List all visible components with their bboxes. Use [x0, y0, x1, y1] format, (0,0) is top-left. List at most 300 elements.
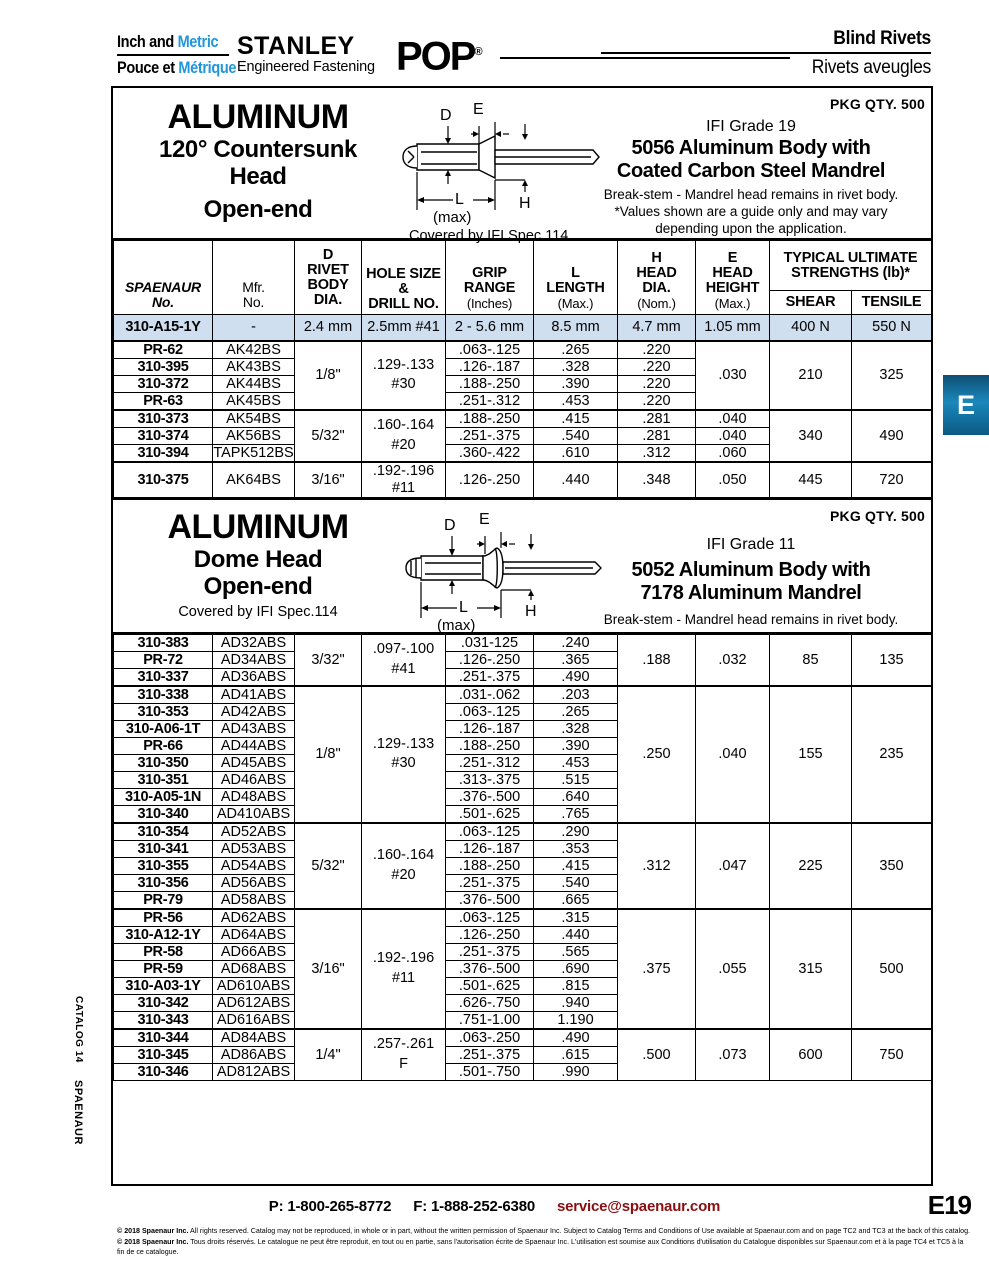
hole-l2: #20 [391, 866, 416, 883]
cell-hole-size [362, 341, 446, 410]
cell-length: .515 [534, 771, 618, 788]
material-desc-line2: 7178 Aluminum Mandrel [640, 581, 862, 604]
banner-left-dome [119, 508, 397, 621]
hole-stack [362, 416, 445, 455]
cell-mfr: AD52ABS [213, 823, 295, 841]
page-number: E19 [927, 1190, 971, 1220]
cell-mfr: TAPK512BS [213, 444, 294, 461]
footer-email[interactable]: service@spaenaur.com [556, 1198, 721, 1215]
inch-label: Inch and [117, 33, 178, 51]
product-subtitle-3: Open-end [203, 196, 313, 223]
hole-l1: .129-.133 [372, 735, 435, 752]
cell-length: .940 [534, 994, 618, 1011]
cell-grip-range: .188-.250 [446, 737, 534, 754]
cell-tensile: 750 [852, 1029, 932, 1081]
cell-grip-range: .063-.125 [446, 341, 534, 359]
values-note-line2: depending upon the application. [655, 221, 847, 236]
cell-head-dia: .220 [618, 392, 696, 410]
cell-grip-range: .126-.250 [446, 462, 534, 498]
col-spaenaur-l2: No. [152, 294, 174, 310]
cell-mfr: AK43BS [213, 358, 295, 375]
cell-spaenaur: 310-A03-1Y [114, 977, 213, 994]
col-d-l2: BODY [307, 276, 349, 293]
footer-phone[interactable]: P: 1-800-265-8772 [268, 1198, 392, 1215]
table-row[interactable] [114, 341, 932, 359]
cell-head-dia: .220 [618, 375, 696, 392]
cell-length: .365 [534, 651, 618, 668]
cell-head-dia: 4.7 mm [618, 315, 696, 341]
cell-mfr: AK54BS [213, 410, 295, 428]
legal-fr-body: Tous droits réservés. Le catalogue ne peut être reproduit, en tout ou en partie, sans l'autorisation écrite de Spaenaur Inc. L'utilisation est soumise aux Conditions d'utilisation du Catalogue disponibles sur Spaenaur.com et à la page TC4 et TC5 à la fin de ce catalogue. [117, 1237, 964, 1256]
cell-length: .265 [534, 703, 618, 720]
cell-length: .540 [534, 427, 618, 444]
cell-length: .490 [534, 1029, 618, 1047]
cell-tensile: 235 [852, 686, 932, 823]
cell-length: .315 [534, 909, 618, 927]
cell-spaenaur: 310-341 [114, 840, 213, 857]
diagram-label-l: L [459, 598, 468, 616]
cell-spaenaur: 310-353 [114, 703, 213, 720]
cell-length: .240 [534, 634, 618, 651]
diagram-label-e: E [479, 510, 490, 528]
cell-mfr: AD46ABS [213, 771, 295, 788]
legal-text [117, 1226, 972, 1258]
col-mfr-l1: Mfr. [242, 279, 265, 295]
cell-tensile: 325 [852, 341, 932, 410]
table-row[interactable] [114, 634, 932, 651]
cell-hole-size [362, 823, 446, 909]
cell-head-dia: .281 [618, 427, 696, 444]
col-header-strengths [770, 241, 932, 291]
package-quantity: PKG QTY. 500 [830, 96, 925, 112]
cell-grip-range: .501-.750 [446, 1063, 534, 1080]
cell-mfr: AD62ABS [213, 909, 295, 927]
cell-mfr: AD812ABS [213, 1063, 295, 1080]
hole-stack [362, 463, 445, 497]
hole-stack [362, 356, 445, 395]
cell-mfr: AD48ABS [213, 788, 295, 805]
col-header-head-height [696, 241, 770, 315]
cell-tensile: 550 N [852, 315, 932, 341]
cell-length: .415 [534, 857, 618, 874]
cell-head-dia: .220 [618, 358, 696, 375]
diagram-label-h: H [525, 602, 537, 620]
col-header-tensile: TENSILE [852, 291, 932, 315]
cell-length: .453 [534, 754, 618, 771]
col-e-l1: HEAD [712, 265, 753, 281]
cell-grip-range: .376-.500 [446, 891, 534, 909]
cell-length: .453 [534, 392, 618, 410]
footer-contact-inner [260, 1198, 729, 1215]
cell-head-height: .055 [696, 909, 770, 1029]
hole-l1: .160-.164 [372, 847, 435, 863]
cell-length: .353 [534, 840, 618, 857]
cell-head-height: .032 [696, 634, 770, 686]
col-grip-unit: (Inches) [466, 296, 513, 311]
stanley-tagline: Engineered Fastening [237, 59, 375, 75]
cell-spaenaur: 310-340 [114, 805, 213, 823]
cell-spaenaur: PR-58 [114, 943, 213, 960]
hole-l2: #11 [391, 479, 416, 496]
hole-l1: .257-.261 [372, 1036, 435, 1052]
page-title-block [601, 28, 931, 79]
cell-mfr: AD54ABS [213, 857, 295, 874]
cell-shear: 210 [770, 341, 852, 410]
col-h-l2: DIA. [642, 280, 671, 296]
ifi-grade: IFI Grade 19 [706, 118, 796, 135]
hole-l2: #11 [391, 969, 416, 986]
cell-grip-range: .751-1.00 [446, 1011, 534, 1029]
stanley-wordmark: STANLEY [237, 32, 355, 60]
diagram-label-d: D [440, 107, 452, 124]
cell-length: .440 [534, 926, 618, 943]
table-row-metric[interactable] [114, 315, 932, 341]
cell-hole-size [362, 1029, 446, 1081]
content-frame [111, 86, 933, 1186]
cell-length: .615 [534, 1046, 618, 1063]
banner-left-countersunk [119, 98, 397, 223]
cell-length: 8.5 mm [534, 315, 618, 341]
cell-rivet-dia: 5/32" [295, 823, 362, 909]
cell-spaenaur: PR-59 [114, 960, 213, 977]
cell-head-height: .040 [696, 427, 770, 444]
cell-grip-range: .251-.375 [446, 874, 534, 891]
cell-mfr: AD41ABS [213, 686, 295, 704]
table-row[interactable] [114, 686, 932, 704]
cell-length: 1.190 [534, 1011, 618, 1029]
cell-mfr: AD610ABS [213, 977, 295, 994]
cell-tensile: 490 [852, 410, 932, 462]
col-grip-l1: GRIP [472, 265, 507, 281]
table-body-dome [114, 634, 932, 1080]
cell-spaenaur: 310-355 [114, 857, 213, 874]
pop-wordmark: POP [396, 34, 475, 79]
diagram-label-e: E [473, 101, 484, 118]
cell-spaenaur: 310-356 [114, 874, 213, 891]
cell-grip-range: .126-.187 [446, 720, 534, 737]
cell-grip-range: .376-.500 [446, 960, 534, 977]
cell-hole-size: 2.5mm #41 [362, 315, 446, 341]
legal-en-body: All rights reserved. Catalog may not be reproduced, in whole or in part, without the written permission of Spaenaur Inc. Subject to Catalog Terms and Conditions of Use available at Spaenaur.com and on page TC2 and TC3 at the back of this catalog. [188, 1227, 971, 1235]
product-subtitle-1: 120° Countersunk [159, 136, 357, 163]
cell-spaenaur: 310-A05-1N [114, 788, 213, 805]
table-row[interactable] [114, 462, 932, 498]
cell-grip-range: 2 - 5.6 mm [446, 315, 534, 341]
cell-mfr: AD43ABS [213, 720, 295, 737]
cell-shear: 315 [770, 909, 852, 1029]
cell-tensile: 720 [852, 462, 932, 498]
product-banner-dome [113, 498, 931, 634]
col-header-rivet-dia [295, 241, 362, 315]
cell-tensile: 350 [852, 823, 932, 909]
cell-head-height: .030 [696, 341, 770, 410]
pop-logo [396, 32, 483, 79]
table-row[interactable] [114, 410, 932, 428]
cell-mfr: AK56BS [213, 427, 295, 444]
cell-shear: 445 [770, 462, 852, 498]
table-row[interactable] [114, 823, 932, 841]
hole-stack [362, 640, 445, 679]
cell-mfr: AD66ABS [213, 943, 295, 960]
hole-l2: F [399, 1055, 408, 1072]
cell-rivet-dia: 2.4 mm [295, 315, 362, 341]
cell-length: .640 [534, 788, 618, 805]
cell-length: .415 [534, 410, 618, 428]
cell-grip-range: .251-.312 [446, 392, 534, 410]
cell-spaenaur: PR-66 [114, 737, 213, 754]
col-header-head-dia [618, 241, 696, 315]
col-d-letter: D [322, 246, 334, 263]
cell-spaenaur: 310-A15-1Y [114, 315, 213, 341]
cell-length: .610 [534, 444, 618, 462]
spec-table-countersunk [113, 240, 932, 498]
cell-grip-range: .031-.062 [446, 686, 534, 704]
cell-mfr: AD56ABS [213, 874, 295, 891]
page-header [0, 0, 989, 88]
legal-en-copyright: © 2018 Spaenaur Inc. [117, 1227, 189, 1235]
cell-shear: 85 [770, 634, 852, 686]
cell-length: .390 [534, 737, 618, 754]
cell-mfr: AD68ABS [213, 960, 295, 977]
cell-length: .265 [534, 341, 618, 359]
product-subtitle-1: Dome Head [193, 545, 323, 573]
cell-shear: 225 [770, 823, 852, 909]
cell-rivet-dia: 3/32" [295, 634, 362, 686]
hole-l2: #20 [391, 436, 416, 453]
cell-spaenaur: 310-A06-1T [114, 720, 213, 737]
cell-head-dia: .348 [618, 462, 696, 498]
cell-mfr: AD58ABS [213, 891, 295, 909]
cell-mfr: AD34ABS [213, 651, 295, 668]
cell-spaenaur: 310-394 [114, 444, 213, 462]
cell-grip-range: .188-.250 [446, 410, 534, 428]
cell-spaenaur: 310-343 [114, 1011, 213, 1029]
title-divider [601, 52, 931, 54]
cell-grip-range: .126-.250 [446, 651, 534, 668]
cell-rivet-dia: 1/8" [295, 686, 362, 823]
cell-spaenaur: 310-337 [114, 668, 213, 686]
cell-mfr: AD44ABS [213, 737, 295, 754]
col-header-spaenaur [114, 241, 213, 315]
col-l-unit: (Max.) [557, 296, 594, 311]
cell-spaenaur: 310-345 [114, 1046, 213, 1063]
col-strengths-l1: TYPICAL ULTIMATE [783, 249, 918, 266]
hole-stack [362, 949, 445, 988]
cell-tensile: 135 [852, 634, 932, 686]
col-hole-l2: & [398, 281, 409, 297]
cell-head-height: .040 [696, 410, 770, 428]
cell-mfr: AD64ABS [213, 926, 295, 943]
hole-l2: #30 [391, 376, 416, 392]
ifi-spec-note: Covered by IFI Spec.114 [409, 228, 569, 244]
cell-spaenaur: 310-374 [114, 427, 213, 444]
cell-spaenaur: 310-354 [114, 823, 213, 841]
cell-hole-size [362, 462, 446, 498]
cell-head-dia: .220 [618, 341, 696, 359]
cell-shear: 400 N [770, 315, 852, 341]
col-header-shear: SHEAR [770, 291, 852, 315]
table-row[interactable] [114, 1029, 932, 1047]
section-tab-e[interactable] [943, 375, 989, 435]
cell-head-dia: .250 [618, 686, 696, 823]
cell-spaenaur: PR-56 [114, 909, 213, 927]
cell-length: .440 [534, 462, 618, 498]
cell-mfr: AK45BS [213, 392, 295, 410]
cell-rivet-dia: 3/16" [295, 909, 362, 1029]
cell-length: .765 [534, 805, 618, 823]
cell-rivet-dia: 1/8" [295, 341, 362, 410]
page-title: Blind Rivets [833, 28, 931, 49]
cell-length: .328 [534, 720, 618, 737]
cell-mfr: AK64BS [213, 462, 295, 498]
cell-length: .540 [534, 874, 618, 891]
footer-contact-block [0, 1198, 989, 1216]
cell-grip-range: .501-.625 [446, 805, 534, 823]
col-l-l1: LENGTH [546, 280, 605, 296]
cell-spaenaur: 310-375 [114, 462, 213, 498]
cell-mfr: AD410ABS [213, 805, 295, 823]
cell-grip-range: .360-.422 [446, 444, 534, 462]
cell-spaenaur: PR-72 [114, 651, 213, 668]
product-banner-countersunk [113, 88, 931, 244]
pouce-label: Pouce et [117, 59, 179, 77]
col-d-l3: DIA. [313, 291, 343, 308]
cell-length: .290 [534, 823, 618, 841]
diagram-label-lmax: (max) [437, 616, 476, 632]
values-note-line1: *Values shown are a guide only and may vary [614, 204, 888, 219]
page-title-french: Rivets aveugles [811, 57, 931, 78]
sidebar-catalog-label [73, 996, 84, 1063]
cell-tensile: 500 [852, 909, 932, 1029]
package-quantity: PKG QTY. 500 [830, 507, 925, 524]
cell-grip-range: .626-.750 [446, 994, 534, 1011]
metrique-label: Métrique [178, 59, 237, 77]
cell-grip-range: .376-.500 [446, 788, 534, 805]
cell-grip-range: .031-125 [446, 634, 534, 651]
cell-rivet-dia: 1/4" [295, 1029, 362, 1081]
col-header-grip-range [446, 241, 534, 315]
hole-l1: .129-.133 [372, 356, 435, 373]
col-l-letter: L [571, 265, 580, 281]
header-divider [117, 54, 229, 56]
registered-trademark-icon: ® [474, 46, 483, 58]
cell-spaenaur: 310-344 [114, 1029, 213, 1047]
inch-metric-block [117, 32, 237, 78]
cell-hole-size [362, 410, 446, 462]
cell-grip-range: .063-.125 [446, 823, 534, 841]
break-stem-note: Break-stem - Mandrel head remains in rivet body. [603, 611, 899, 627]
col-spaenaur-l1: SPAENAUR [125, 279, 201, 295]
cell-head-dia: .281 [618, 410, 696, 428]
hole-l1: .192-.196 [372, 462, 435, 479]
section-tab-letter: E [956, 389, 975, 420]
cell-head-height: .073 [696, 1029, 770, 1081]
col-hole-l3: DRILL NO. [368, 296, 439, 312]
cell-mfr: AK42BS [213, 341, 295, 359]
product-subtitle-2: Head [229, 163, 287, 190]
inch-metric-english [117, 32, 219, 52]
hole-l1: .097-.100 [372, 641, 435, 657]
cell-head-height: 1.05 mm [696, 315, 770, 341]
inch-metric-french [117, 58, 237, 78]
cell-grip-range: .251-.375 [446, 427, 534, 444]
cell-length: .665 [534, 891, 618, 909]
material-desc-line1: 5052 Aluminum Body with [631, 558, 871, 581]
cell-rivet-dia: 3/16" [295, 462, 362, 498]
col-h-letter: H [651, 250, 662, 266]
cell-shear: 600 [770, 1029, 852, 1081]
hole-stack [362, 846, 445, 885]
cell-spaenaur: PR-63 [114, 392, 213, 410]
cell-spaenaur: 310-372 [114, 375, 213, 392]
cell-head-height: .060 [696, 444, 770, 462]
diagram-label-lmax: (max) [433, 209, 472, 226]
cell-spaenaur: 310-A12-1Y [114, 926, 213, 943]
cell-length: .815 [534, 977, 618, 994]
hole-l2: #30 [391, 755, 416, 771]
material-desc-line2: Coated Carbon Steel Mandrel [616, 160, 886, 182]
cell-length: .490 [534, 668, 618, 686]
metric-label: Metric [177, 33, 219, 51]
cell-mfr: AD616ABS [213, 1011, 295, 1029]
cell-grip-range: .188-.250 [446, 857, 534, 874]
cell-length: .328 [534, 358, 618, 375]
col-mfr-l2: No. [242, 294, 265, 310]
break-stem-note: Break-stem - Mandrel head remains in rivet body. [603, 187, 899, 202]
sidebar-catalog-text: CATALOG 14 [73, 996, 84, 1063]
hole-stack [362, 1035, 445, 1074]
cell-spaenaur: PR-62 [114, 341, 213, 359]
cell-grip-range: .251-.375 [446, 943, 534, 960]
cell-head-dia: .375 [618, 909, 696, 1029]
cell-mfr: AD45ABS [213, 754, 295, 771]
col-e-letter: E [727, 250, 738, 266]
cell-spaenaur: 310-350 [114, 754, 213, 771]
cell-grip-range: .126-.187 [446, 358, 534, 375]
cell-grip-range: .251-.312 [446, 754, 534, 771]
cell-spaenaur: 310-395 [114, 358, 213, 375]
ifi-grade: IFI Grade 11 [706, 535, 796, 553]
hole-l2: #41 [391, 660, 416, 677]
stanley-logo [237, 33, 375, 76]
cell-length: .690 [534, 960, 618, 977]
cell-head-height: .047 [696, 823, 770, 909]
cell-length: .390 [534, 375, 618, 392]
table-row[interactable] [114, 909, 932, 927]
cell-spaenaur: 310-383 [114, 634, 213, 651]
cell-hole-size [362, 909, 446, 1029]
product-subtitle-2: Open-end [203, 572, 313, 600]
cell-spaenaur: 310-342 [114, 994, 213, 1011]
diagram-label-d: D [444, 516, 456, 534]
table-header-row [114, 241, 932, 315]
col-e-unit: (Max.) [714, 296, 751, 311]
legal-fr-copyright: © 2018 Spaenaur Inc. [117, 1237, 189, 1246]
cell-mfr: AD42ABS [213, 703, 295, 720]
cell-spaenaur: 310-346 [114, 1063, 213, 1080]
cell-grip-range: .063-.125 [446, 909, 534, 927]
ifi-spec-note: Covered by IFI Spec.114 [178, 603, 338, 620]
banner-right-dome [577, 508, 925, 628]
cell-hole-size [362, 634, 446, 686]
cell-spaenaur: PR-79 [114, 891, 213, 909]
col-grip-l2: RANGE [463, 280, 516, 296]
cell-mfr: AD32ABS [213, 634, 295, 651]
col-d-l1: RIVET [307, 261, 349, 278]
hole-l1: .192-.196 [372, 950, 435, 966]
cell-grip-range: .063-.125 [446, 703, 534, 720]
cell-mfr: AD612ABS [213, 994, 295, 1011]
